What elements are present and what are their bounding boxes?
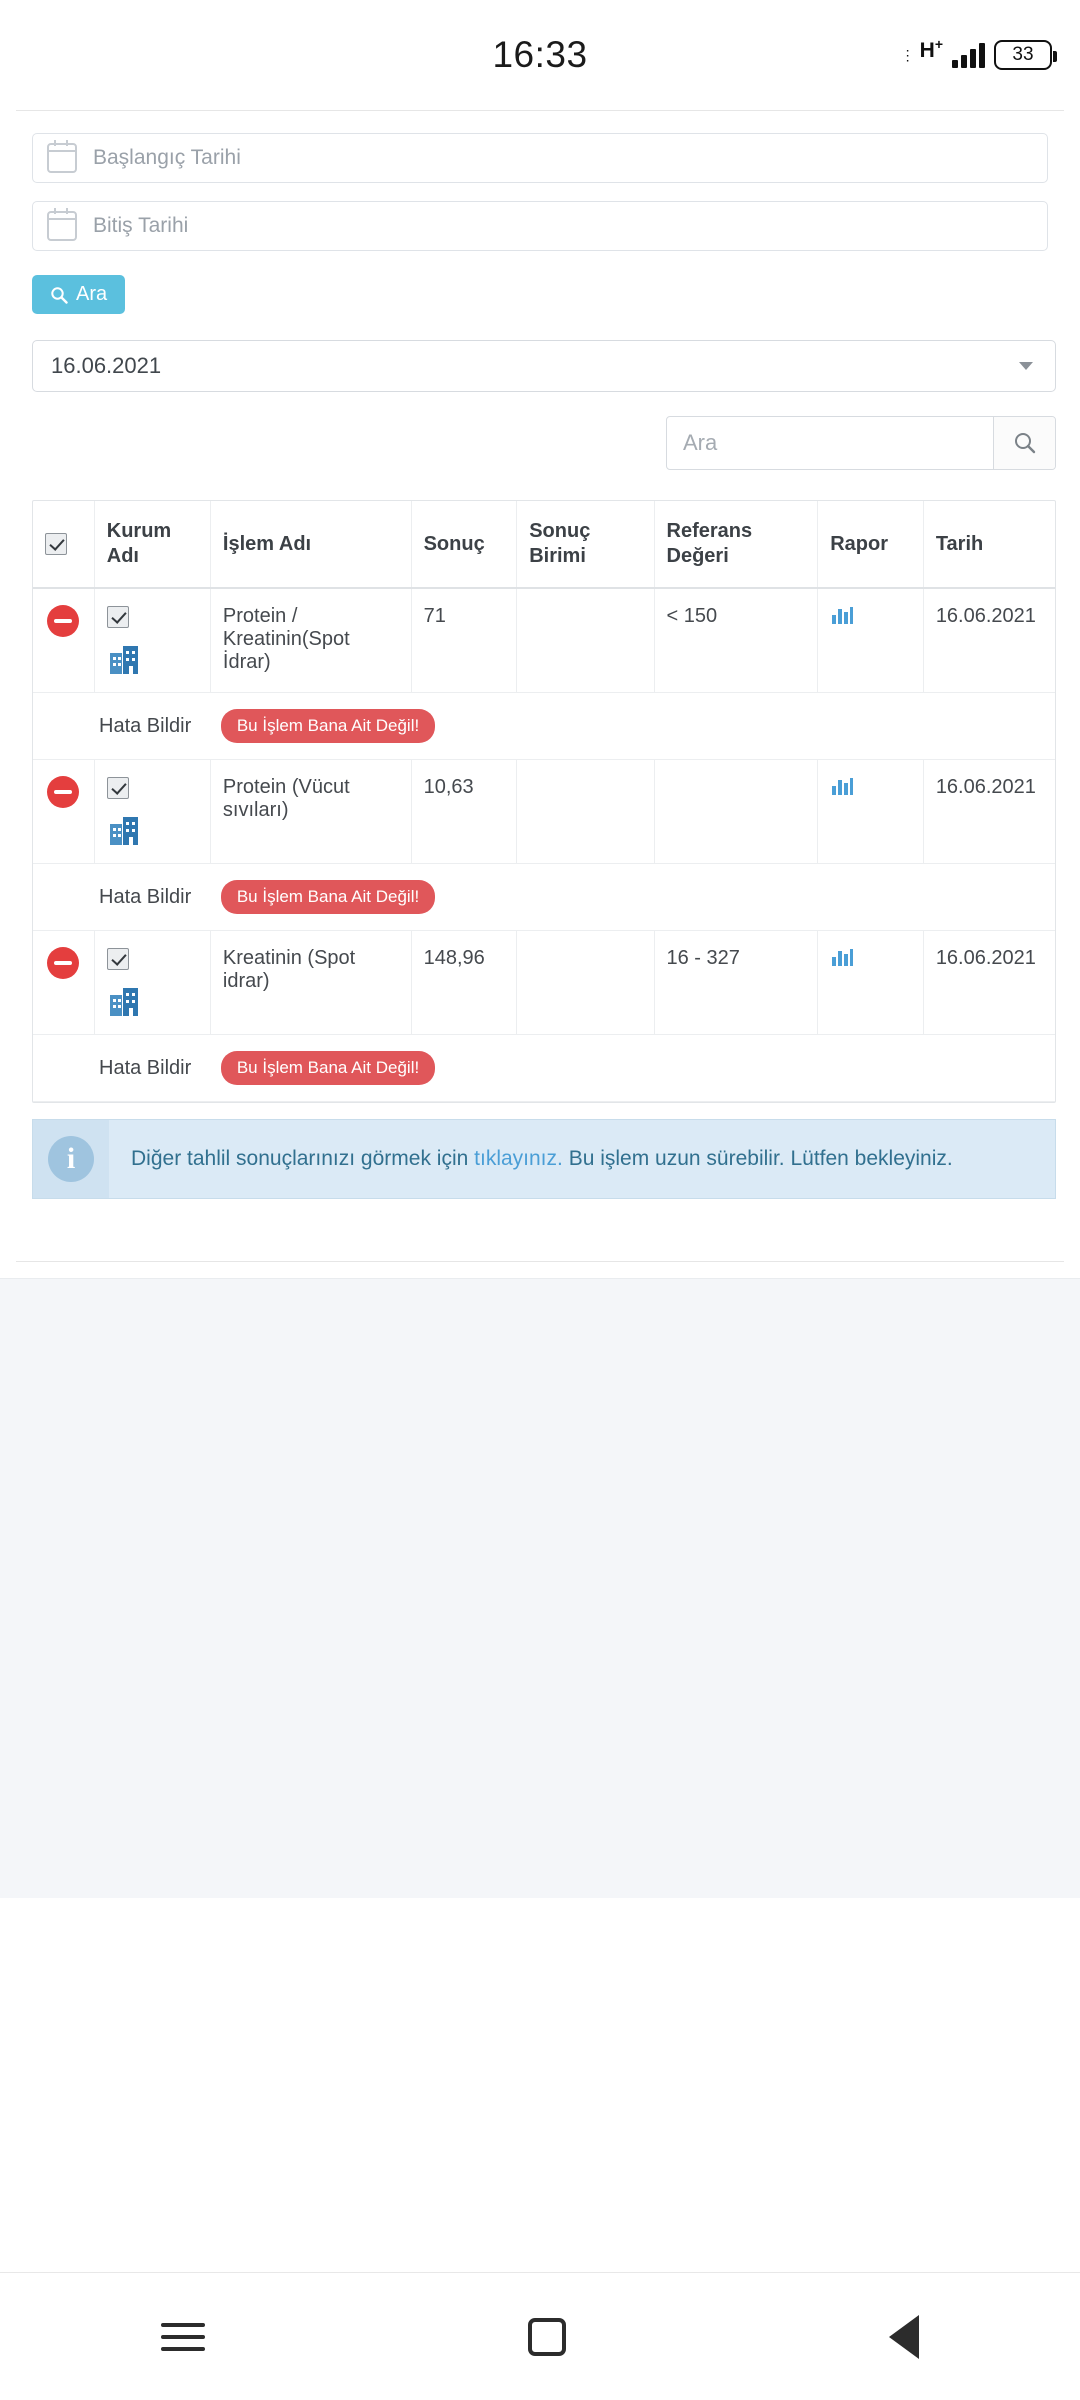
table-row [33, 931, 1055, 1035]
search-button[interactable] [32, 275, 125, 314]
header-referans-degeri: Referans Değeri [654, 501, 818, 588]
header-islem-adi: İşlem Adı [210, 501, 411, 588]
header-sonuc: Sonuç [411, 501, 517, 588]
remove-row-icon[interactable] [47, 605, 79, 637]
search-icon [50, 286, 68, 304]
report-chart-icon[interactable] [830, 776, 854, 796]
row-rapor-cell[interactable] [818, 588, 924, 693]
row-actions-cell [33, 1035, 1055, 1102]
info-alert-text-before: Diğer tahlil sonuçlarınızı görmek için [131, 1147, 469, 1171]
table-body [33, 588, 1055, 1102]
row-kurum-cell [94, 760, 210, 864]
remove-row-icon[interactable] [47, 776, 79, 808]
not-mine-badge[interactable]: Bu İşlem Bana Ait Değil! [221, 880, 435, 914]
system-navigation-bar [0, 2272, 1080, 2400]
row-rapor-cell[interactable] [818, 931, 924, 1035]
info-alert-text [109, 1120, 975, 1198]
info-alert [32, 1119, 1056, 1199]
header-tarih: Tarih [923, 501, 1055, 588]
table-search-wrap [0, 392, 1080, 470]
report-chart-icon[interactable] [830, 947, 854, 967]
report-error-link[interactable]: Hata Bildir [99, 714, 192, 737]
report-error-link[interactable]: Hata Bildir [99, 885, 192, 908]
remove-row-icon[interactable] [47, 947, 79, 979]
table-search-field[interactable] [666, 416, 1056, 470]
status-bar [0, 0, 1080, 110]
row-tarih: 16.06.2021 [923, 588, 1055, 693]
not-mine-badge[interactable]: Bu İşlem Bana Ait Değil! [221, 1051, 435, 1085]
home-icon[interactable] [528, 2318, 566, 2356]
info-alert-icon-box [33, 1120, 109, 1198]
end-date-field[interactable] [32, 201, 1048, 251]
back-icon[interactable] [889, 2315, 919, 2359]
row-remove-cell[interactable] [33, 760, 94, 864]
row-sonuc: 148,96 [411, 931, 517, 1035]
select-all-checkbox[interactable] [45, 533, 67, 555]
page-content [0, 111, 1080, 1898]
row-checkbox[interactable] [107, 777, 129, 799]
row-tarih: 16.06.2021 [923, 931, 1055, 1035]
row-referans-degeri: < 150 [654, 588, 818, 693]
row-remove-cell[interactable] [33, 931, 94, 1035]
results-table-container [32, 500, 1056, 1103]
results-table [33, 501, 1055, 1102]
search-icon [1012, 430, 1038, 456]
row-islem-adi: Kreatinin (Spot idrar) [210, 931, 411, 1035]
table-row-actions [33, 1035, 1055, 1102]
row-rapor-cell[interactable] [818, 760, 924, 864]
status-indicators [900, 35, 1052, 70]
row-sonuc-birimi [517, 931, 654, 1035]
info-icon: i [48, 1136, 94, 1182]
header-sonuc-birimi: Sonuç Birimi [517, 501, 654, 588]
row-referans-degeri [654, 760, 818, 864]
row-islem-adi: Protein (Vücut sıvıları) [210, 760, 411, 864]
hospital-building-icon [107, 813, 141, 847]
info-alert-text-after: Bu işlem uzun sürebilir. Lütfen bekleyiniz. [568, 1147, 953, 1171]
row-sonuc: 10,63 [411, 760, 517, 864]
report-error-link[interactable]: Hata Bildir [99, 1056, 192, 1079]
search-submit-button[interactable] [993, 417, 1055, 469]
row-sonuc-birimi [517, 760, 654, 864]
row-kurum-cell [94, 931, 210, 1035]
start-date-field[interactable] [32, 133, 1048, 183]
signal-bars-icon [952, 42, 985, 68]
search-input[interactable] [667, 417, 993, 469]
row-sonuc-birimi [517, 588, 654, 693]
network-type-label: H+ [919, 35, 943, 62]
not-mine-badge[interactable]: Bu İşlem Bana Ait Değil! [221, 709, 435, 743]
date-select-value: 16.06.2021 [51, 353, 162, 378]
table-row [33, 760, 1055, 864]
report-chart-icon[interactable] [830, 605, 854, 625]
table-row-actions [33, 864, 1055, 931]
table-row [33, 588, 1055, 693]
status-clock: 16:33 [492, 34, 588, 75]
alarm-icon: ⋮ [900, 47, 915, 63]
row-actions-cell [33, 693, 1055, 760]
row-checkbox[interactable] [107, 606, 129, 628]
empty-panel [0, 1278, 1080, 1898]
calendar-icon [47, 211, 77, 241]
content-divider [16, 1261, 1064, 1262]
row-remove-cell[interactable] [33, 588, 94, 693]
battery-level-label: 33 [1012, 44, 1034, 65]
date-filter-form [0, 111, 1080, 314]
recents-icon[interactable] [161, 2315, 205, 2359]
hospital-building-icon [107, 642, 141, 676]
row-sonuc: 71 [411, 588, 517, 693]
start-date-placeholder: Başlangıç Tarihi [93, 146, 241, 169]
header-rapor: Rapor [818, 501, 924, 588]
row-checkbox[interactable] [107, 948, 129, 970]
row-referans-degeri: 16 - 327 [654, 931, 818, 1035]
info-alert-link[interactable]: tıklayınız. [474, 1147, 563, 1171]
header-kurum-adi: Kurum Adı [94, 501, 210, 588]
header-select-all[interactable] [33, 501, 94, 588]
table-head [33, 501, 1055, 588]
search-button-label: Ara [76, 283, 108, 305]
calendar-icon [47, 143, 77, 173]
row-islem-adi: Protein / Kreatinin(Spot İdrar) [210, 588, 411, 693]
date-select[interactable] [32, 340, 1056, 392]
row-tarih: 16.06.2021 [923, 760, 1055, 864]
chevron-down-icon [1019, 362, 1033, 370]
battery-icon [994, 40, 1052, 70]
table-row-actions [33, 693, 1055, 760]
row-actions-cell [33, 864, 1055, 931]
table-header-row [33, 501, 1055, 588]
end-date-placeholder: Bitiş Tarihi [93, 214, 189, 237]
row-kurum-cell [94, 588, 210, 693]
hospital-building-icon [107, 984, 141, 1018]
